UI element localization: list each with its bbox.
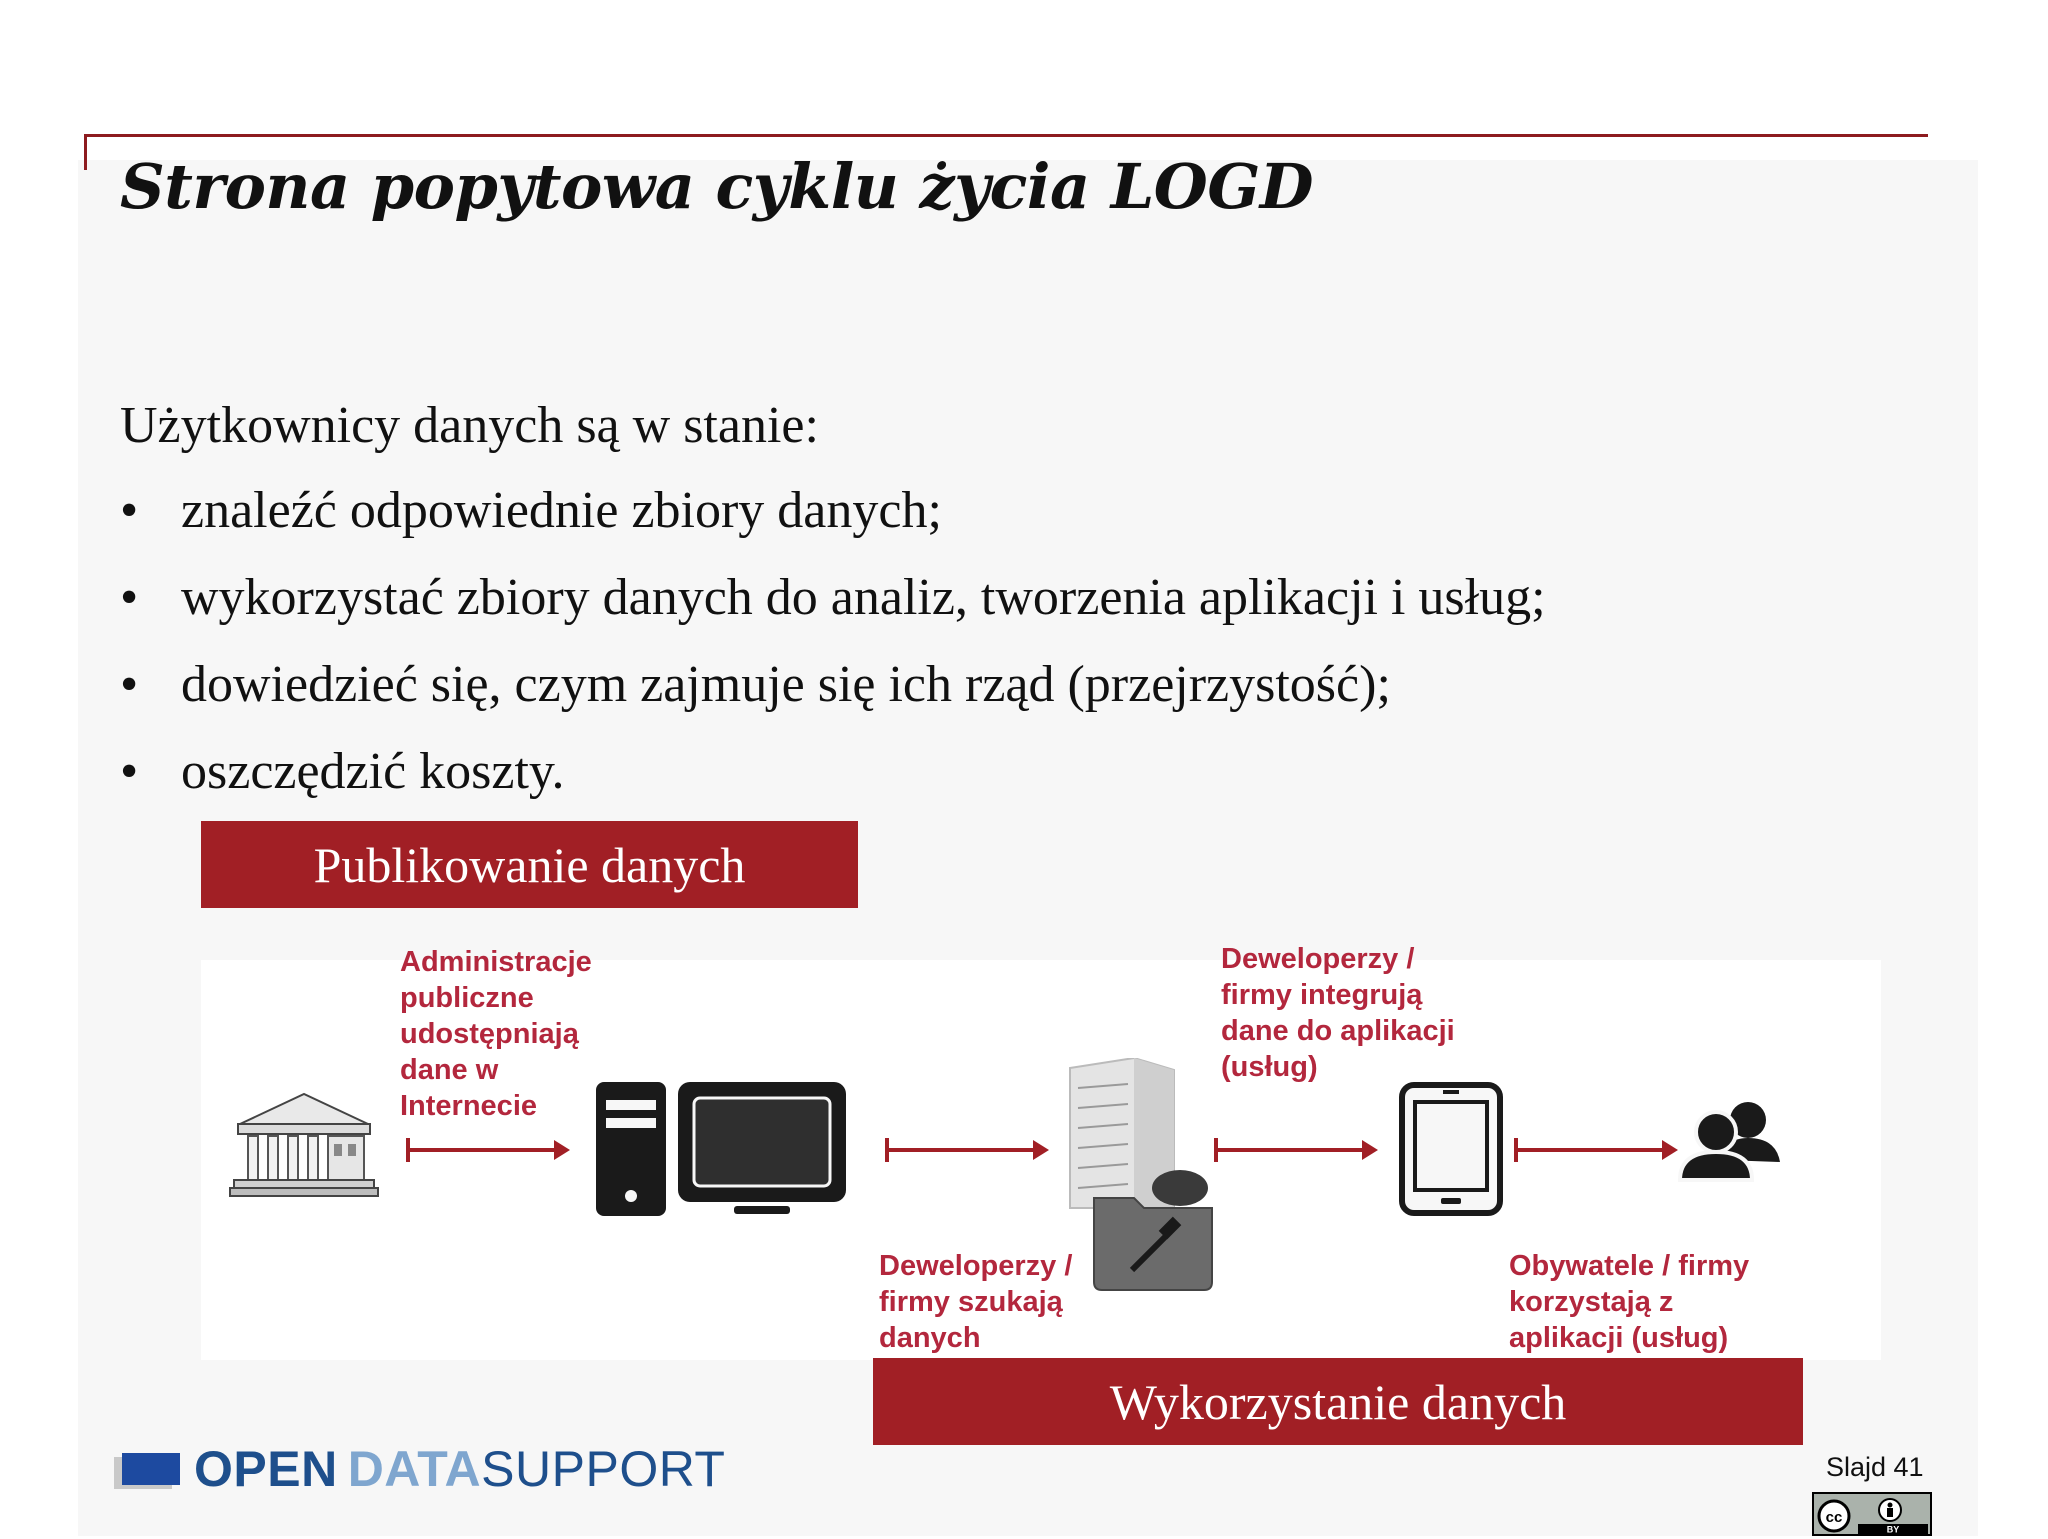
- bullet-text: dowiedzieć się, czym zajmuje się ich rząd (przejrzystość);: [181, 656, 1391, 713]
- title-rule: [84, 134, 1928, 137]
- cc-by-icon: [1814, 1494, 1930, 1534]
- label-line: udostępniają: [400, 1018, 579, 1050]
- bullet-item: [120, 739, 1546, 826]
- eu-flag-icon: [122, 1453, 180, 1485]
- label-line: Obywatele / firmy: [1509, 1250, 1750, 1282]
- bullet-marker: •: [120, 743, 139, 800]
- label-line: firmy szukają: [879, 1286, 1063, 1318]
- publish-data-band: Publikowanie danych: [201, 821, 858, 908]
- arrow-1: [404, 1130, 574, 1170]
- bullet-text: znaleźć odpowiednie zbiory danych;: [181, 482, 942, 539]
- tablet-icon: [1399, 1082, 1503, 1216]
- admin-label: [400, 944, 592, 1124]
- label-line: Administracje: [400, 946, 592, 978]
- slide-title: Strona popytowa cyklu życia LOGD: [120, 150, 1314, 223]
- logo-data-text: DATA: [347, 1441, 482, 1497]
- arrow-2: [883, 1130, 1053, 1170]
- arrow-4: [1512, 1130, 1682, 1170]
- open-data-support-logo: [122, 1440, 725, 1498]
- logo-support-text: SUPPORT: [481, 1441, 726, 1497]
- citizens-label: [1509, 1248, 1749, 1356]
- bullet-text: wykorzystać zbiory danych do analiz, tworzenia aplikacji i usług;: [181, 569, 1546, 626]
- office-building-folder-icon: [1064, 1058, 1214, 1292]
- label-line: firmy integrują: [1221, 979, 1423, 1011]
- label-line: aplikacji (usług): [1509, 1322, 1729, 1354]
- label-line: (usług): [1221, 1051, 1318, 1083]
- label-line: korzystają z: [1509, 1286, 1674, 1318]
- label-line: danych: [879, 1322, 981, 1354]
- svg-text:BY: BY: [1886, 1524, 1900, 1534]
- dev-integrate-label: [1221, 941, 1455, 1085]
- label-line: dane w: [400, 1054, 499, 1086]
- cc-by-license-icon: [1812, 1492, 1932, 1536]
- users-icon: [1676, 1098, 1786, 1182]
- label-line: Deweloperzy /: [1221, 943, 1415, 975]
- bullet-item: [120, 478, 1546, 565]
- dev-search-label: [879, 1248, 1072, 1356]
- bullet-text: oszczędzić koszty.: [181, 743, 565, 800]
- label-line: Deweloperzy /: [879, 1250, 1073, 1282]
- bullet-list: [120, 478, 1546, 826]
- use-data-band: Wykorzystanie danych: [873, 1358, 1803, 1445]
- bullet-item: [120, 652, 1546, 739]
- bullet-marker: •: [120, 569, 139, 626]
- arrow-3: [1212, 1130, 1382, 1170]
- logo-open-text: OPEN: [194, 1441, 338, 1497]
- label-line: dane do aplikacji: [1221, 1015, 1455, 1047]
- bullet-item: [120, 565, 1546, 652]
- bullet-marker: •: [120, 482, 139, 539]
- bullet-marker: •: [120, 656, 139, 713]
- title-rule-tick: [84, 134, 87, 170]
- logo-text: [194, 1440, 725, 1498]
- label-line: publiczne: [400, 982, 534, 1014]
- intro-text: Użytkownicy danych są w stanie:: [120, 397, 819, 454]
- label-line: Internecie: [400, 1090, 537, 1122]
- svg-text:cc: cc: [1825, 1509, 1843, 1526]
- slide-number: Slajd 41: [1826, 1452, 1924, 1482]
- desktop-computer-icon: [594, 1080, 848, 1218]
- government-building-icon: [226, 1090, 382, 1200]
